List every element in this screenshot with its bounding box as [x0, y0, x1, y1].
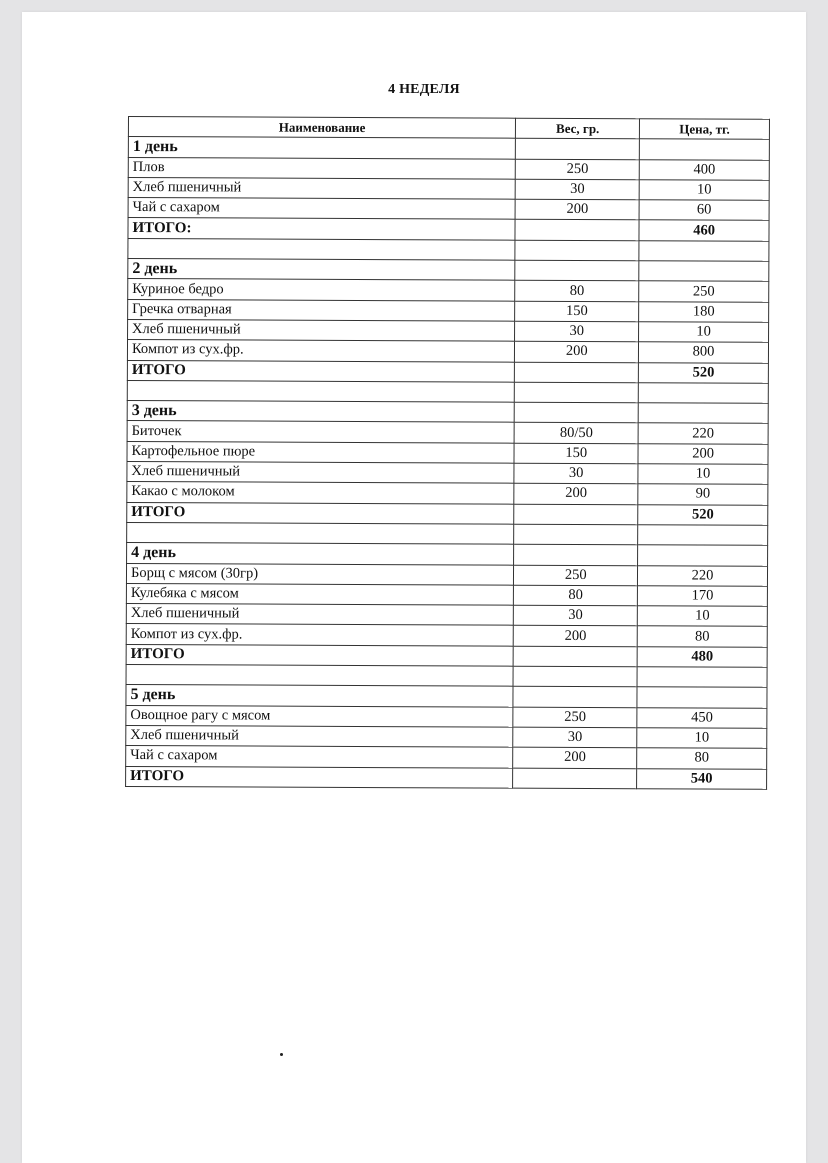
empty-cell: [515, 240, 639, 261]
menu-item-row: [126, 725, 767, 748]
menu-item-row: [127, 340, 768, 363]
day-total-row: [127, 502, 768, 525]
empty-cell: [637, 667, 767, 688]
total-label: ИТОГО: [126, 766, 513, 788]
item-name: Куриное бедро: [128, 279, 515, 301]
item-price: 400: [639, 159, 769, 180]
day-heading-row: [128, 259, 769, 282]
scan-speck: [280, 1053, 283, 1056]
item-name: Кулебяка с мясом: [126, 583, 513, 605]
total-value: 520: [638, 504, 768, 525]
empty-cell: [127, 522, 514, 544]
menu-item-row: [126, 583, 767, 606]
item-weight: 30: [515, 179, 639, 200]
item-price: 170: [638, 586, 768, 607]
empty-cell: [638, 403, 768, 424]
item-name: Гречка отварная: [128, 299, 515, 321]
empty-cell: [516, 138, 640, 159]
menu-table-body: [126, 137, 770, 789]
table-header-row: [128, 117, 769, 140]
item-name: Чай с сахаром: [128, 198, 515, 220]
day-label: 3 день: [127, 401, 514, 423]
menu-item-row: [128, 319, 769, 342]
total-value: 480: [637, 646, 767, 667]
item-name: Компот из сух.фр.: [126, 624, 513, 646]
empty-cell: [515, 260, 639, 281]
empty-cell: [639, 241, 769, 262]
item-weight: 30: [513, 727, 637, 748]
item-price: 10: [639, 322, 769, 343]
empty-cell: [514, 544, 638, 565]
total-value: 460: [639, 220, 769, 241]
day-heading-row: [127, 401, 768, 424]
header-weight: Вес, гр.: [516, 118, 640, 139]
day-total-row: [128, 218, 769, 241]
empty-cell: [514, 524, 638, 545]
item-weight: 200: [513, 747, 637, 768]
item-weight: 250: [516, 159, 640, 180]
spacer-row: [127, 522, 768, 545]
empty-cell: [637, 687, 767, 708]
empty-cell: [513, 686, 637, 707]
empty-cell: [515, 382, 639, 403]
item-price: 10: [639, 180, 769, 201]
item-weight: 80: [515, 281, 639, 302]
empty-cell: [513, 666, 637, 687]
item-weight: 200: [514, 484, 638, 505]
spacer-row: [128, 238, 769, 261]
menu-item-row: [127, 441, 768, 464]
item-name: Картофельное пюре: [127, 441, 514, 463]
item-price: 80: [637, 748, 767, 769]
menu-item-row: [128, 157, 769, 180]
document-title: 4 НЕДЕЛЯ: [388, 82, 460, 97]
item-price: 250: [639, 281, 769, 302]
item-name: Хлеб пшеничный: [126, 725, 513, 747]
empty-cell: [638, 383, 768, 404]
empty-cell: [514, 504, 638, 525]
item-weight: 250: [514, 565, 638, 586]
header-name: Наименование: [128, 117, 515, 139]
item-name: Чай с сахаром: [126, 746, 513, 768]
day-total-row: [126, 766, 767, 789]
menu-table: [125, 116, 770, 790]
menu-item-row: [128, 198, 769, 221]
empty-cell: [515, 362, 639, 383]
item-price: 90: [638, 484, 768, 505]
empty-cell: [128, 238, 515, 260]
menu-item-row: [126, 705, 767, 728]
item-name: Хлеб пшеничный: [126, 604, 513, 626]
day-total-row: [126, 644, 767, 667]
item-price: 800: [639, 342, 769, 363]
day-label: 1 день: [128, 137, 515, 159]
empty-cell: [126, 665, 513, 687]
empty-cell: [515, 402, 639, 423]
empty-cell: [639, 139, 769, 160]
item-weight: 250: [513, 707, 637, 728]
item-weight: 150: [514, 443, 638, 464]
item-weight: 30: [514, 463, 638, 484]
item-price: 450: [637, 707, 767, 728]
item-name: Какао с молоком: [127, 482, 514, 504]
item-price: 60: [639, 200, 769, 221]
item-weight: 30: [515, 321, 639, 342]
total-label: ИТОГО: [127, 360, 514, 382]
item-price: 220: [638, 423, 768, 444]
empty-cell: [127, 380, 514, 402]
item-price: 220: [638, 565, 768, 586]
total-label: ИТОГО: [127, 502, 514, 524]
menu-item-row: [127, 421, 768, 444]
day-label: 5 день: [126, 685, 513, 707]
menu-item-row: [128, 279, 769, 302]
empty-cell: [639, 261, 769, 282]
day-heading-row: [127, 543, 768, 566]
day-label: 2 день: [128, 259, 515, 281]
day-label: 4 день: [127, 543, 514, 565]
menu-item-row: [127, 462, 768, 485]
menu-item-row: [127, 482, 768, 505]
item-price: 10: [637, 606, 767, 627]
total-label: ИТОГО:: [128, 218, 515, 240]
menu-item-row: [126, 563, 767, 586]
menu-item-row: [126, 746, 767, 769]
item-price: 200: [638, 443, 768, 464]
item-price: 80: [637, 626, 767, 647]
document-page: [22, 12, 806, 1163]
item-weight: 150: [515, 301, 639, 322]
item-name: Овощное рагу с мясом: [126, 705, 513, 727]
item-weight: 200: [515, 199, 639, 220]
item-price: 10: [638, 464, 768, 485]
menu-item-row: [126, 624, 767, 647]
empty-cell: [638, 525, 768, 546]
empty-cell: [513, 768, 637, 789]
menu-item-row: [126, 604, 767, 627]
item-name: Плов: [128, 157, 515, 179]
spacer-row: [127, 380, 768, 403]
item-name: Компот из сух.фр.: [127, 340, 514, 362]
empty-cell: [638, 545, 768, 566]
day-heading-row: [126, 685, 767, 708]
total-value: 540: [637, 768, 767, 789]
item-price: 180: [639, 301, 769, 322]
day-total-row: [127, 360, 768, 383]
empty-cell: [515, 220, 639, 241]
item-name: Хлеб пшеничный: [127, 462, 514, 484]
menu-item-row: [128, 177, 769, 200]
item-weight: 200: [514, 626, 638, 647]
item-weight: 30: [514, 605, 638, 626]
item-weight: 200: [515, 341, 639, 362]
menu-item-row: [128, 299, 769, 322]
item-weight: 80/50: [514, 423, 638, 444]
item-name: Биточек: [127, 421, 514, 443]
day-heading-row: [128, 137, 769, 160]
spacer-row: [126, 665, 767, 688]
header-price: Цена, тг.: [640, 119, 770, 140]
total-value: 520: [638, 362, 768, 383]
item-name: Хлеб пшеничный: [128, 319, 515, 341]
item-weight: 80: [514, 585, 638, 606]
total-label: ИТОГО: [126, 644, 513, 666]
item-price: 10: [637, 728, 767, 749]
item-name: Борщ с мясом (30гр): [126, 563, 513, 585]
item-name: Хлеб пшеничный: [128, 177, 515, 199]
empty-cell: [513, 646, 637, 667]
